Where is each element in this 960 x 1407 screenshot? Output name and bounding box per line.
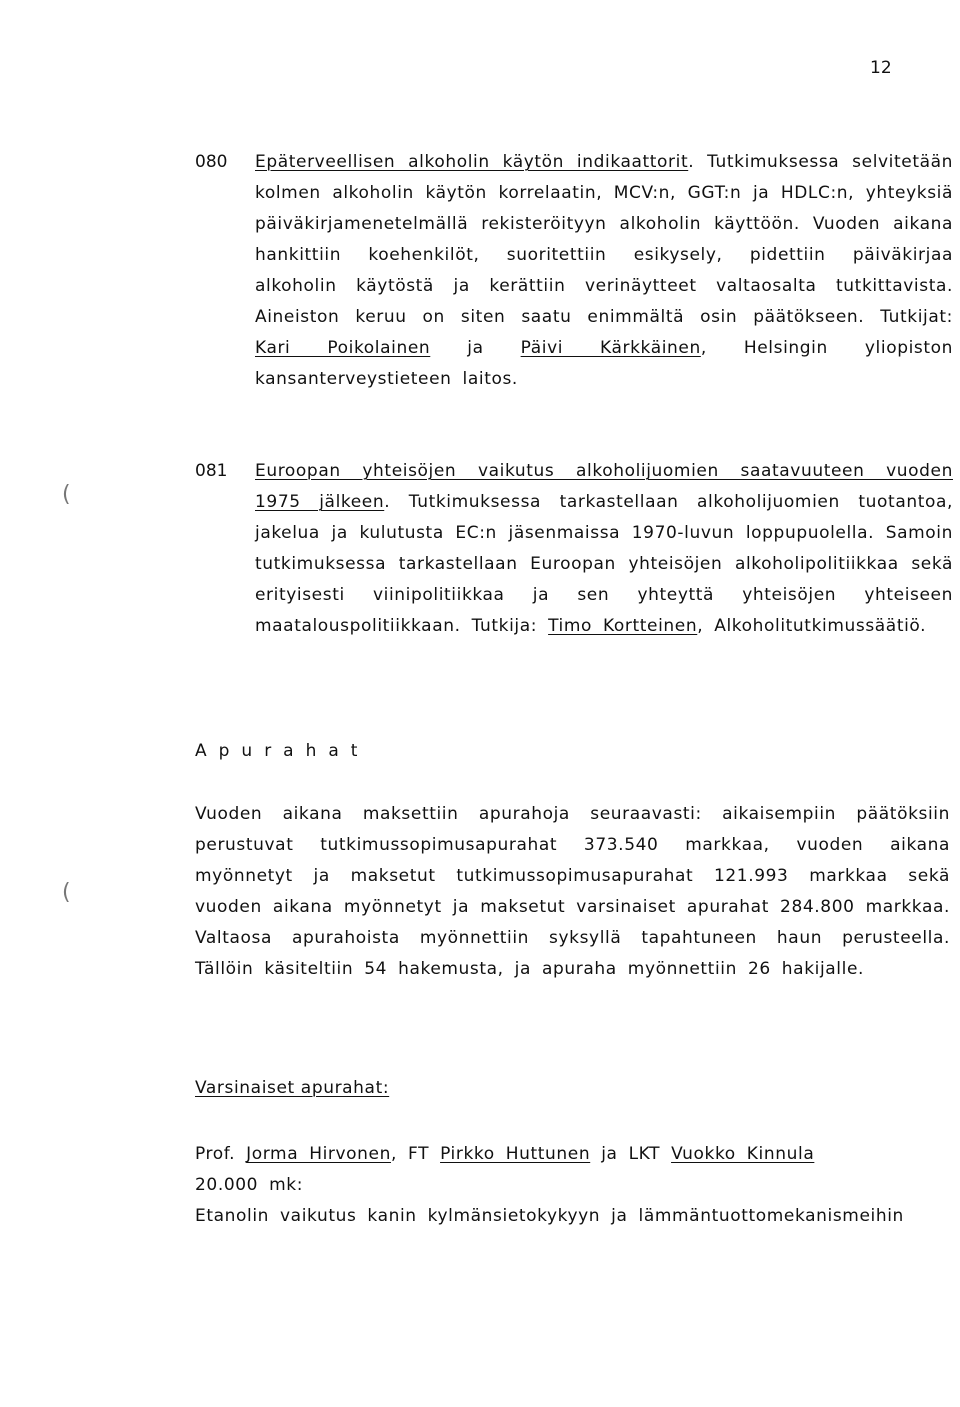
entry-title: Euroopan yhteisöjen vaikutus alkoholijuomien saatavuuteen vuoden 1975 jälkeen	[255, 461, 953, 512]
entry-body	[255, 456, 953, 642]
grants-subheading-text: Varsinaiset apurahat:	[195, 1078, 390, 1098]
researcher-name: Kari Poikolainen	[255, 338, 431, 358]
entry-text: . Tutkimuksessa tarkastellaan alkoholijuomien tuotantoa, jakelua ja kulutusta EC:n jäsenmaissa 1970-luvun loppupuolella. Samoin tutkimuksessa tarkastellaan Euroopan yhteisöjen alkoholipolitiikkaa sekä erityisesti viinipolitiikkaa ja sen yhteyttä yhteisöjen yhteiseen maatalouspolitiikkaan. Tutkija:	[255, 492, 954, 636]
recipient-name: Jorma Hirvonen	[246, 1144, 391, 1164]
grant-recipients	[195, 1139, 950, 1170]
researcher-name: Timo Kortteinen	[548, 616, 698, 636]
grant-amount: 20.000 mk:	[195, 1175, 304, 1195]
research-entry-080	[195, 147, 955, 395]
entry-number: 080	[195, 152, 228, 172]
recipient-name: Pirkko Huttunen	[440, 1144, 591, 1164]
entry-number: 081	[195, 461, 228, 481]
recipient-title: Prof.	[195, 1144, 247, 1164]
grant-topic: Etanolin vaikutus kanin kylmänsietokykyyn ja lämmäntuottomekanismeihin	[195, 1206, 904, 1226]
research-entry-081	[195, 456, 955, 642]
entry-joiner: ja	[430, 338, 521, 358]
recipient-separator: , FT	[390, 1144, 441, 1164]
grant-entry	[195, 1139, 950, 1232]
section-heading: Apurahat	[195, 741, 370, 761]
entry-affiliation: , Alkoholitutkimussäätiö.	[697, 616, 927, 636]
section-paragraph: Vuoden aikana maksettiin apurahoja seuraavasti: aikaisempiin päätöksiin perustuvat tutkimussopimusapurahat 373.540 markkaa, vuoden aikana myönnetyt ja maksetut tutkimussopimusapurahat 121.993 markkaa sekä vuoden aikana myönnetyt ja maksetut varsinaiset apurahat 284.800 markkaa. Valtaosa apurahoista myönnettiin syksyllä tapahtuneen haun perusteella. Tällöin käsiteltiin 54 hakemusta, ja apuraha myönnettiin 26 hakijalle.	[195, 804, 950, 979]
margin-bracket-mark: (	[62, 482, 71, 507]
entry-title: Epäterveellisen alkoholin käytön indikaattorit	[255, 152, 689, 172]
grants-subheading	[195, 1078, 389, 1098]
page-number: 12	[870, 58, 892, 78]
researcher-name: Päivi Kärkkäinen	[520, 338, 701, 358]
margin-bracket-mark: (	[62, 880, 71, 905]
entry-text: . Tutkimuksessa selvitetään kolmen alkoholin käytön korrelaatin, MCV:n, GGT:n ja HDLC:n, yhteyksiä päiväkirjamenetelmällä rekisteröityyn alkoholin käyttöön. Vuoden aikana hankittiin koehenkilöt, suoritettiin esikysely, pidettiin päiväkirjaa alkoholin käytöstä ja kerättiin verinäytteet valtaosalta tutkittavista. Aineiston keruu on siten saatu enimmältä osin päätökseen. Tutkijat:	[255, 152, 953, 327]
entry-affiliation: , Helsingin yliopiston kansanterveystieteen laitos.	[255, 338, 954, 389]
recipient-separator: ja LKT	[590, 1144, 672, 1164]
recipient-name: Vuokko Kinnula	[671, 1144, 815, 1164]
entry-body	[255, 147, 953, 395]
